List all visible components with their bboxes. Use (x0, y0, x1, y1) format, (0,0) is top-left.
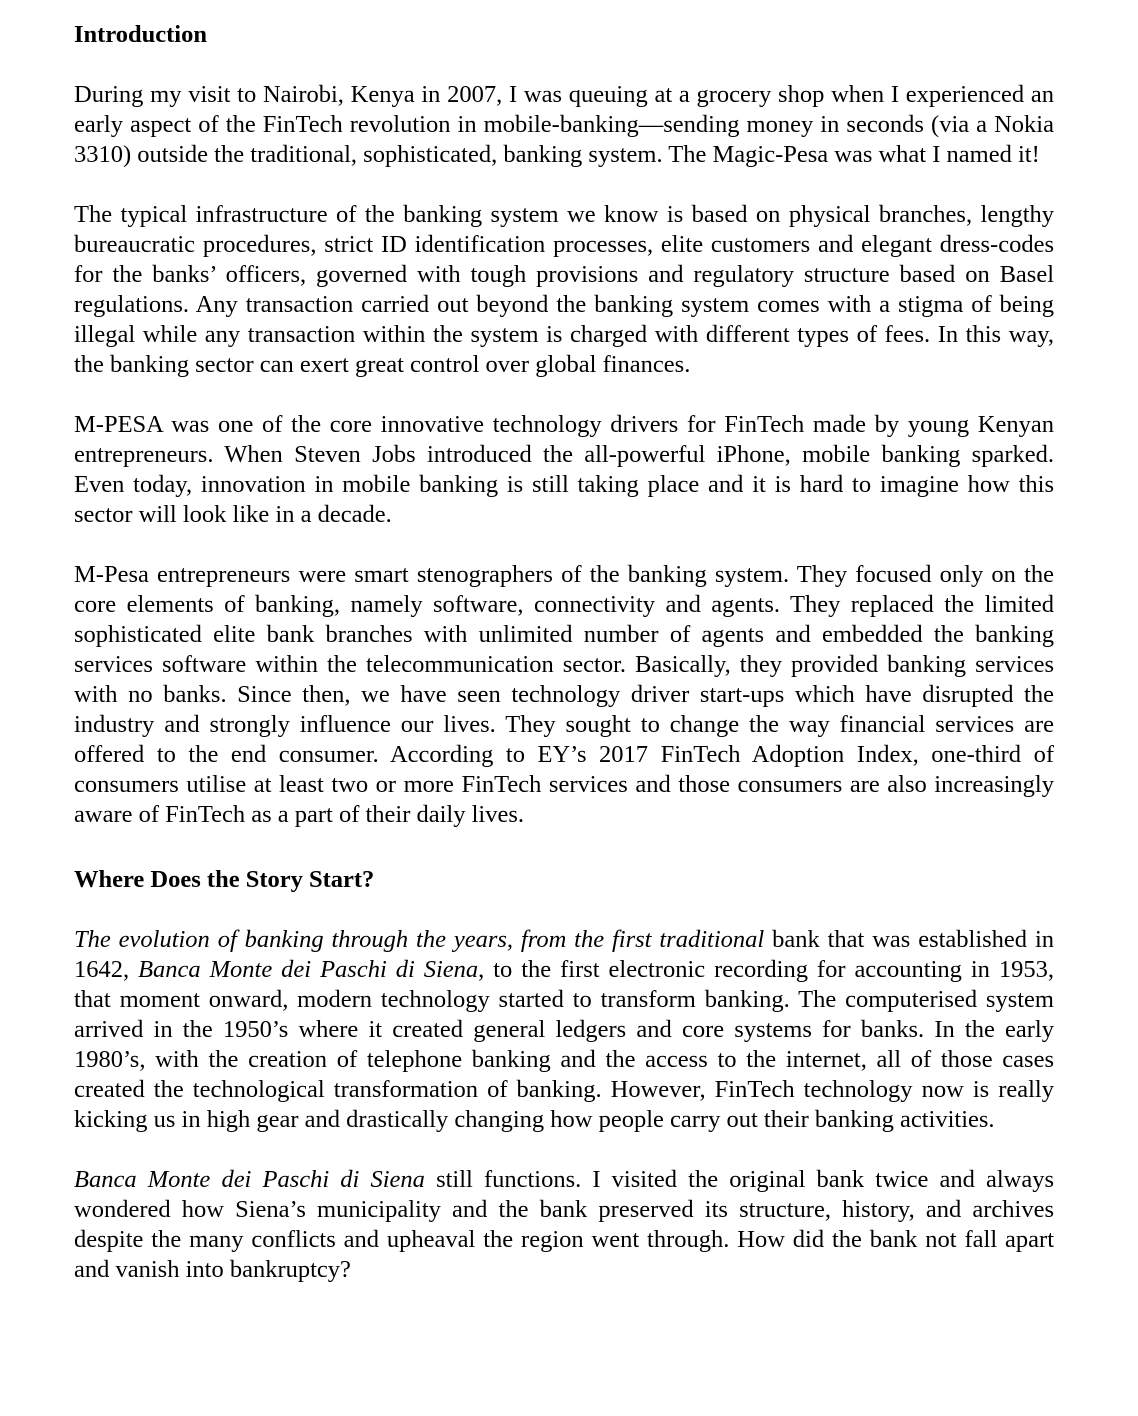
document-page (74, 20, 1054, 1285)
italic-bank-name: Banca Monte dei Paschi di Siena (74, 1166, 425, 1193)
paragraph-mpesa-drivers: M-PESA was one of the core innovative technology drivers for FinTech made by young Kenyan entrepreneurs. When Steven Jobs introduced the all-powerful iPhone, mobile banking sparked. Even today, innovation in mobile banking is still taking place and it is hard to imagine how this sector will look like in a decade. (74, 411, 1054, 528)
paragraph-siena (74, 1165, 1054, 1285)
section-heading-story-start: Where Does the Story Start? (74, 866, 375, 893)
text-segment: , to the first electronic recording for accounting in 1953, that moment onward, modern technology started to transform banking. The computerised system arrived in the 1950’s where it created general ledgers and core systems for banks. In the early 1980’s, with the creation of telephone banking and the access to the internet, all of those cases created the technological transformation of banking. However, FinTech technology now is really kicking us in high gear and drastically changing how people carry out their banking activities. (74, 956, 1055, 1133)
paragraph-infrastructure: The typical infrastructure of the banking system we know is based on physical branches, lengthy bureaucratic procedures, strict ID identification processes, elite customers and elegant dress-codes for the banks’ officers, governed with tough provisions and regulatory structure based on Basel regulations. Any transaction carried out beyond the banking system comes with a stigma of being illegal while any transaction within the system is charged with different types of fees. In this way, the banking sector can exert great control over global finances. (74, 201, 1054, 378)
text-segment: still functions. I visited the original bank twice and always wondered how Siena’s municipality and the bank preserved its structure, history, and archives despite the many conflicts and upheaval the region went through. How did the bank not fall apart and vanish into bankruptcy? (74, 1166, 1055, 1283)
paragraph-evolution (74, 925, 1054, 1135)
text-segment: bank that was established in 1642, (74, 926, 1054, 983)
italic-lead: The evolution of banking through the years, from the first traditional (74, 926, 765, 953)
italic-bank-name: Banca Monte dei Paschi di Siena (138, 956, 479, 983)
section-heading-introduction: Introduction (74, 21, 207, 48)
paragraph-nairobi: During my visit to Nairobi, Kenya in 2007, I was queuing at a grocery shop when I experienced an early aspect of the FinTech revolution in mobile-banking—sending money in seconds (via a Nokia 3310) outside the traditional, sophisticated, banking system. The Magic-Pesa was what I named it! (74, 81, 1054, 168)
paragraph-mpesa-entrepreneurs: M-Pesa entrepreneurs were smart stenographers of the banking system. They focused only on the core elements of banking, namely software, connectivity and agents. They replaced the limited sophisticated elite bank branches with unlimited number of agents and embedded the banking services software within the telecommunication sector. Basically, they provided banking services with no banks. Since then, we have seen technology driver start-ups which have disrupted the industry and strongly influence our lives. They sought to change the way financial services are offered to the end consumer. According to EY’s 2017 FinTech Adoption Index, one-third of consumers utilise at least two or more FinTech services and those consumers are also increasingly aware of FinTech as a part of their daily lives. (74, 561, 1054, 828)
